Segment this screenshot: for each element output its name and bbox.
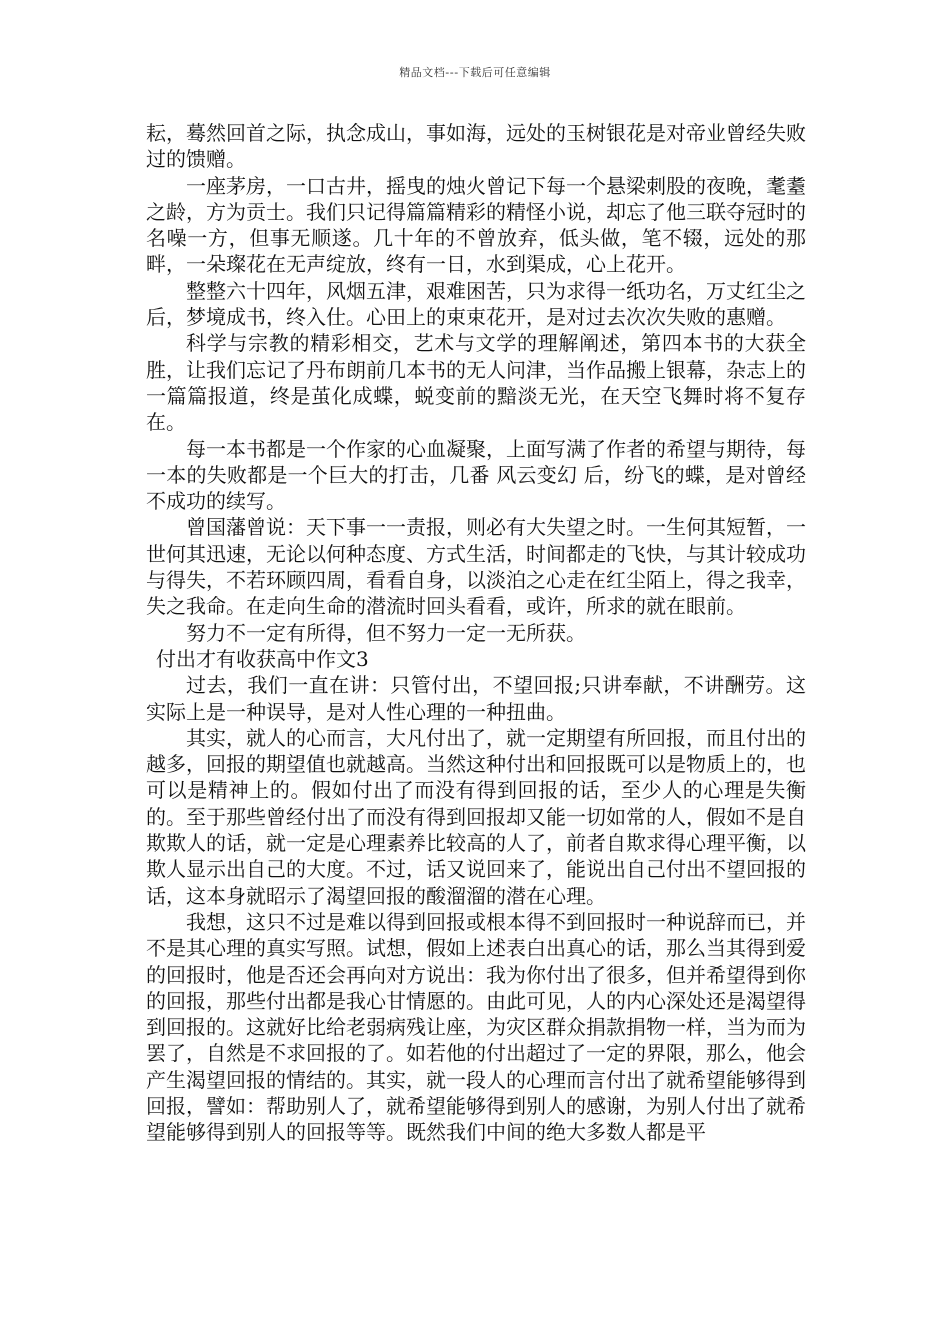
paragraph: 每一本书都是一个作家的心血凝聚，上面写满了作者的希望与期待，每一本的失败都是一个巨大的打击，几番 风云变幻 后，纷飞的蝶，是对曾经不成功的续写。 [146, 436, 806, 514]
paragraph: 曾国藩曾说：天下事一一责报，则必有大失望之时。一生何其短暂，一世何其迅速，无论以何种态度、方式生活，时间都走的飞快，与其计较成功与得失，不若环顾四周，看看自身，以淡泊之心走在红尘陌上，得之我幸，失之我命。在走向生命的潜流时回头看看，或许，所求的就在眼前。 [146, 515, 806, 619]
section-title: 付出才有收获高中作文3 [156, 646, 369, 671]
paragraph: 努力不一定有所得，但不努力一定一无所获。 [186, 620, 586, 645]
document-body [146, 120, 806, 1146]
paragraph: 科学与宗教的精彩相交，艺术与文学的理解阐述，第四本书的大获全胜，让我们忘记了丹布朗前几本书的无人问津，当作品搬上银幕，杂志上的一篇篇报道，终是茧化成蝶，蜕变前的黯淡无光，在天空飞舞时将不复存在。 [146, 331, 806, 435]
page-header: 精品文档---下载后可任意编辑 [399, 66, 551, 79]
paragraph: 一座茅房，一口古井，摇曳的烛火曾记下每一个悬梁刺股的夜晚，耄耋之龄，方为贡士。我们只记得篇篇精彩的精怪小说，却忘了他三联夺冠时的名噪一方，但事无顺遂。几十年的不曾放弃，低头做，笔不辍，远处的那畔，一朵璨花在无声绽放，终有一日，水到渠成，心上花开。 [146, 173, 806, 277]
paragraph: 我想，这只不过是难以得到回报或根本得不到回报时一种说辞而已，并不是其心理的真实写照。试想，假如上述表白出真心的话，那么当其得到爱的回报时，他是否还会再向对方说出：我为你付出了很多，但并希望得到你的回报，那些付出都是我心甘情愿的。由此可见，人的内心深处还是渴望得到回报的。这就好比给老弱病残让座，为灾区群众捐款捐物一样，当为而为罢了，自然是不求回报的了。如若他的付出超过了一定的界限，那么，他会产生渴望回报的情结的。其实，就一段人的心理而言付出了就希望能够得到回报，譬如：帮助别人了，就希望能够得到别人的感谢，为别人付出了就希望能够得到别人的回报等等。既然我们中间的绝大多数人都是平 [146, 909, 806, 1145]
paragraph: 过去，我们一直在讲：只管付出，不望回报;只讲奉献，不讲酬劳。这实际上是一种误导，是对人性心理的一种扭曲。 [146, 673, 806, 724]
paragraph: 其实，就人的心而言，大凡付出了，就一定期望有所回报，而且付出的越多，回报的期望值也就越高。当然这种付出和回报既可以是物质上的，也可以是精神上的。假如付出了而没有得到回报的话，至少人的心理是失衡的。至于那些曾经付出了而没有得到回报却又能一切如常的人，假如不是自欺欺人的话，就一定是心理素养比较高的人了，前者自欺求得心理平衡，以欺人显示出自己的大度。不过，话又说回来了，能说出自己付出不望回报的话，这本身就昭示了渴望回报的酸溜溜的潜在心理。 [146, 725, 806, 908]
paragraph: 耘，蓦然回首之际，执念成山，事如海，远处的玉树银花是对帝业曾经失败过的馈赠。 [146, 121, 806, 172]
paragraph: 整整六十四年，风烟五津，艰难困苦，只为求得一纸功名，万丈红尘之后，梦境成书，终入仕。心田上的束束花开，是对过去次次失败的惠赠。 [146, 278, 806, 330]
